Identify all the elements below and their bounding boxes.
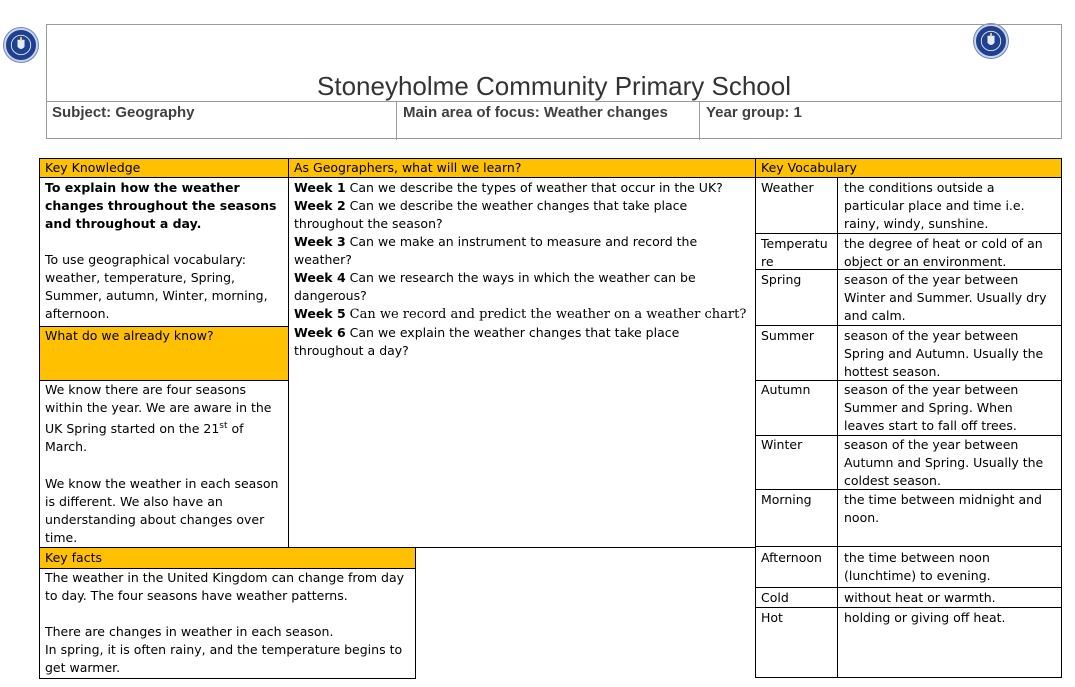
already-know-para2: We know the weather in each season is different. We also have an understanding about changes over time. <box>45 476 279 545</box>
subject-label: Subject: Geography <box>52 104 195 121</box>
vocab-definition: season of the year between Spring and Autumn. Usually the hottest season. <box>844 328 1044 379</box>
vocab-definition: season of the year between Autumn and Spring. Usually the coldest season. <box>844 437 1044 488</box>
already-know-heading: What do we already know? <box>45 328 214 343</box>
vocab-term: Temperature <box>761 236 828 269</box>
vocab-term: Morning <box>761 492 812 507</box>
key-knowledge-objective: To explain how the weather changes throughout the seasons and throughout a day. <box>45 180 277 231</box>
week-item: Week 4 Can we research the ways in which the weather can be dangerous? <box>294 270 696 303</box>
vocab-term: Cold <box>761 590 789 605</box>
vocabulary-heading: Key Vocabulary <box>761 160 857 175</box>
vocab-definition: holding or giving off heat. <box>844 610 1006 625</box>
week-item: Week 6 Can we explain the weather changes that take place throughout a day? <box>294 325 680 358</box>
key-facts-para3: In spring, it is often rainy, and the temperature begins to get warmer. <box>45 642 403 675</box>
vocab-definition: season of the year between Winter and Summer. Usually dry and calm. <box>844 272 1047 323</box>
school-name: Stoneyholme Community Primary School <box>317 71 791 101</box>
learn-heading: As Geographers, what will we learn? <box>294 160 522 175</box>
vocab-term: Spring <box>761 272 802 287</box>
week-item: Week 3 Can we make an instrument to measure and record the weather? <box>294 234 698 267</box>
vocab-term: Winter <box>761 437 803 452</box>
focus-label: Main area of focus: Weather changes <box>403 104 668 121</box>
vocab-objective: To use geographical vocabulary: weather, temperature, Spring, Summer, autumn, Winter, morning, afternoon. <box>45 252 268 321</box>
key-facts-para1: The weather in the United Kingdom can change from day to day. The four seasons have weather patterns. <box>45 570 405 603</box>
already-know-para1: We know there are four seasons within the year. We are aware in the UK Spring started on the 21st of March. <box>45 382 272 455</box>
vocab-term: Hot <box>761 610 783 625</box>
header-info-row <box>46 101 1062 139</box>
week-item: Week 1 Can we describe the types of weather that occur in the UK? <box>294 180 723 195</box>
weeks-list <box>288 178 755 361</box>
vocab-term: Afternoon <box>761 550 822 565</box>
key-facts-para2: There are changes in weather in each season. <box>45 624 334 639</box>
vocab-definition: the degree of heat or cold of an object or an environment. <box>844 236 1043 269</box>
year-group-label: Year group: 1 <box>706 104 802 121</box>
vocab-definition: season of the year between Summer and Spring. When leaves start to fall off trees. <box>844 382 1019 433</box>
vocab-term: Autumn <box>761 382 811 397</box>
week-item: Week 2 Can we describe the weather changes that take place throughout the season? <box>294 198 688 231</box>
key-knowledge-heading: Key Knowledge <box>45 160 141 175</box>
key-facts-heading: Key facts <box>45 550 102 565</box>
vocab-definition: without heat or warmth. <box>844 590 996 605</box>
vocab-term: Weather <box>761 180 814 195</box>
vocab-term: Summer <box>761 328 815 343</box>
week-item: Week 5 Can we record and predict the weather on a weather chart? <box>294 306 747 322</box>
vocab-definition: the time between midnight and noon. <box>844 492 1042 525</box>
vocab-definition: the time between noon (lunchtime) to evening. <box>844 550 991 583</box>
school-crest-icon <box>4 28 38 62</box>
vocab-definition: the conditions outside a particular place and time i.e. rainy, windy, sunshine. <box>844 180 1025 231</box>
